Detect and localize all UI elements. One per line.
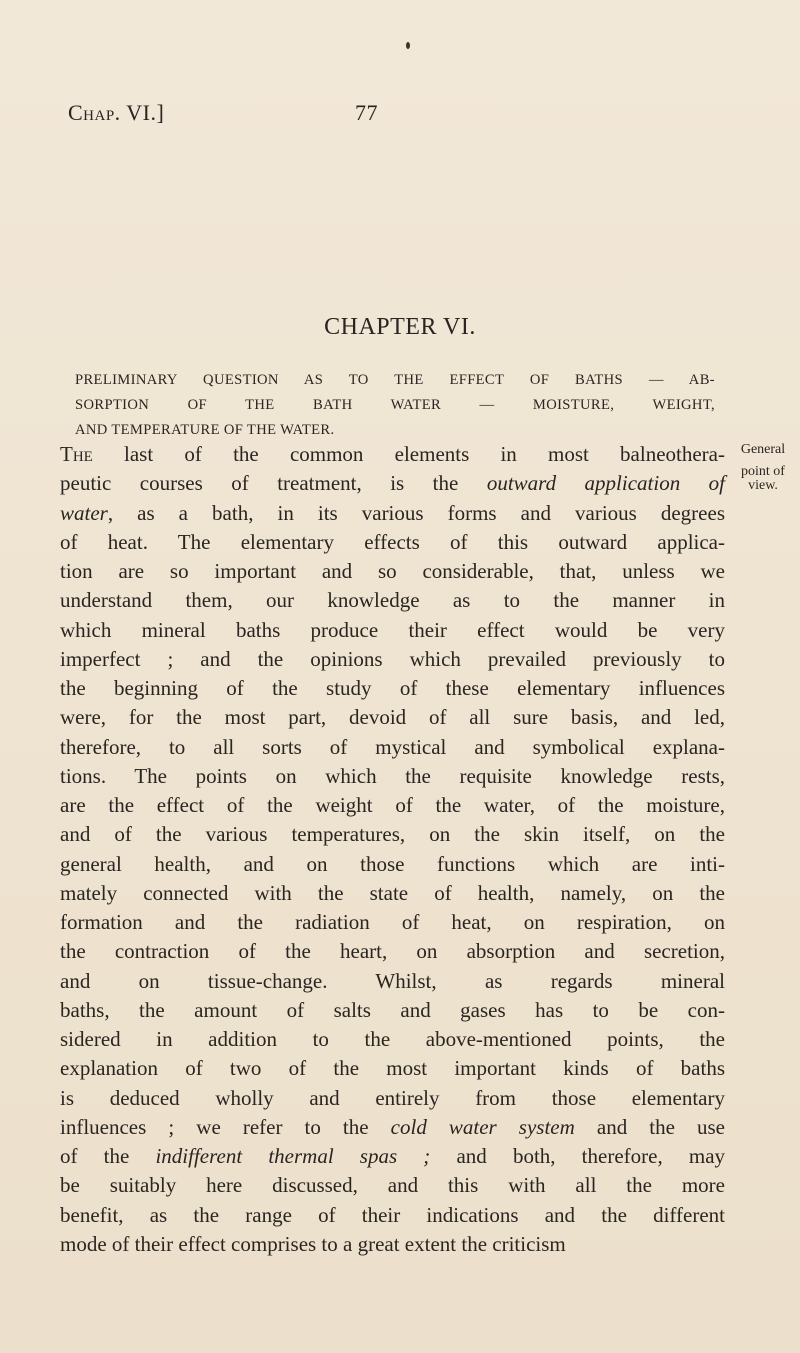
text-segment: are the effect of the weight of the water, of the moisture,	[60, 793, 725, 817]
body-line	[60, 528, 725, 557]
body-line	[60, 879, 725, 908]
synopsis-line: AND TEMPERATURE OF THE WATER.	[75, 422, 335, 438]
body-line	[60, 1054, 725, 1083]
text-segment: mode of their effect comprises to a great extent the criticism	[60, 1231, 566, 1256]
text-segment: explanation of two of the most important kinds of baths	[60, 1056, 725, 1081]
text-segment: imperfect ; and the opinions which prevailed previously to	[60, 646, 725, 671]
italic-text: indifferent thermal spas ;	[155, 1144, 431, 1168]
text-segment: the contraction of the heart, on absorption and secretion,	[60, 939, 725, 964]
text-segment: , as a bath, in its various forms and various degrees	[107, 500, 725, 525]
body-line	[60, 440, 725, 469]
text-segment: last of the common elements in most balneothera-	[92, 442, 725, 466]
text-segment: baths, the amount of salts and gases has to be con-	[60, 997, 725, 1022]
marginal-note	[732, 443, 794, 493]
italic-text: cold water system	[390, 1114, 575, 1139]
text-segment: understand them, our knowledge as to the manner in	[60, 588, 725, 613]
text-segment: and on tissue-change. Whilst, as regards mineral	[60, 968, 725, 993]
body-line	[60, 499, 725, 528]
text-segment: is deduced wholly and entirely from those elementary	[60, 1085, 725, 1110]
text-segment: and both, therefore, may	[430, 1144, 726, 1168]
body-line	[60, 733, 725, 762]
body-line	[60, 908, 725, 937]
text-segment: The	[60, 442, 93, 466]
text-segment: of heat. The elementary effects of this outward applica-	[60, 529, 725, 554]
body-line	[60, 1084, 725, 1113]
text-segment: be suitably here discussed, and this with all the more	[60, 1173, 725, 1198]
text-segment: of the	[60, 1144, 156, 1168]
running-head	[68, 100, 728, 130]
text-segment: the beginning of the study of these elementary influences	[60, 676, 725, 700]
synopsis-line: SORPTION OF THE BATH WATER — MOISTURE, WEIGHT,	[75, 397, 715, 413]
body-line	[60, 1230, 725, 1259]
body-text	[60, 440, 725, 1259]
marginal-note-line: General	[740, 442, 786, 457]
marginal-note-line: point of	[741, 464, 785, 479]
synopsis-line: PRELIMINARY QUESTION AS TO THE EFFECT OF BATHS — AB-	[75, 372, 715, 388]
body-line	[60, 1113, 725, 1142]
text-segment: formation and the radiation of heat, on respiration, on	[60, 910, 725, 934]
body-line	[60, 645, 725, 674]
body-line	[60, 586, 725, 615]
body-line	[60, 791, 725, 820]
text-segment: were, for the most part, devoid of all sure basis, and led,	[60, 705, 725, 730]
body-line	[60, 703, 725, 732]
body-line	[60, 674, 725, 703]
text-segment: and the use	[574, 1114, 725, 1139]
text-segment: general health, and on those functions which are inti-	[60, 851, 725, 876]
text-segment: tion are so important and so considerable, that, unless we	[60, 559, 725, 583]
ink-speck	[406, 42, 410, 49]
italic-text: outward application of	[486, 471, 725, 496]
text-segment: mately connected with the state of health, namely, on the	[60, 880, 725, 905]
body-line	[60, 616, 725, 645]
text-segment: influences ; we refer to the	[60, 1114, 391, 1139]
body-line	[60, 1171, 725, 1200]
body-line	[60, 937, 725, 966]
body-line	[60, 1025, 725, 1054]
text-segment: peutic courses of treatment, is the	[60, 471, 487, 496]
page-number: 77	[355, 100, 378, 125]
body-line	[60, 967, 725, 996]
body-line	[60, 1201, 725, 1230]
marginal-note-line: view.	[748, 478, 778, 493]
text-segment: sidered in addition to the above-mentioned points, the	[60, 1027, 725, 1051]
text-segment: tions. The points on which the requisite knowledge rests,	[60, 763, 725, 788]
body-line	[60, 850, 725, 879]
text-segment: and of the various temperatures, on the skin itself, on the	[60, 822, 725, 847]
chapter-label: Chap. VI.]	[68, 100, 165, 125]
italic-text: water	[60, 500, 108, 525]
chapter-synopsis	[75, 368, 715, 443]
text-segment: which mineral baths produce their effect would be very	[60, 617, 725, 642]
body-line	[60, 996, 725, 1025]
chapter-title: CHAPTER VI.	[324, 314, 476, 340]
body-line	[60, 557, 725, 586]
body-line	[60, 1142, 725, 1171]
body-line	[60, 762, 725, 791]
body-line	[60, 469, 725, 498]
text-segment: therefore, to all sorts of mystical and symbolical explana-	[60, 734, 725, 759]
body-line	[60, 820, 725, 849]
text-segment: benefit, as the range of their indications and the different	[60, 1202, 725, 1227]
